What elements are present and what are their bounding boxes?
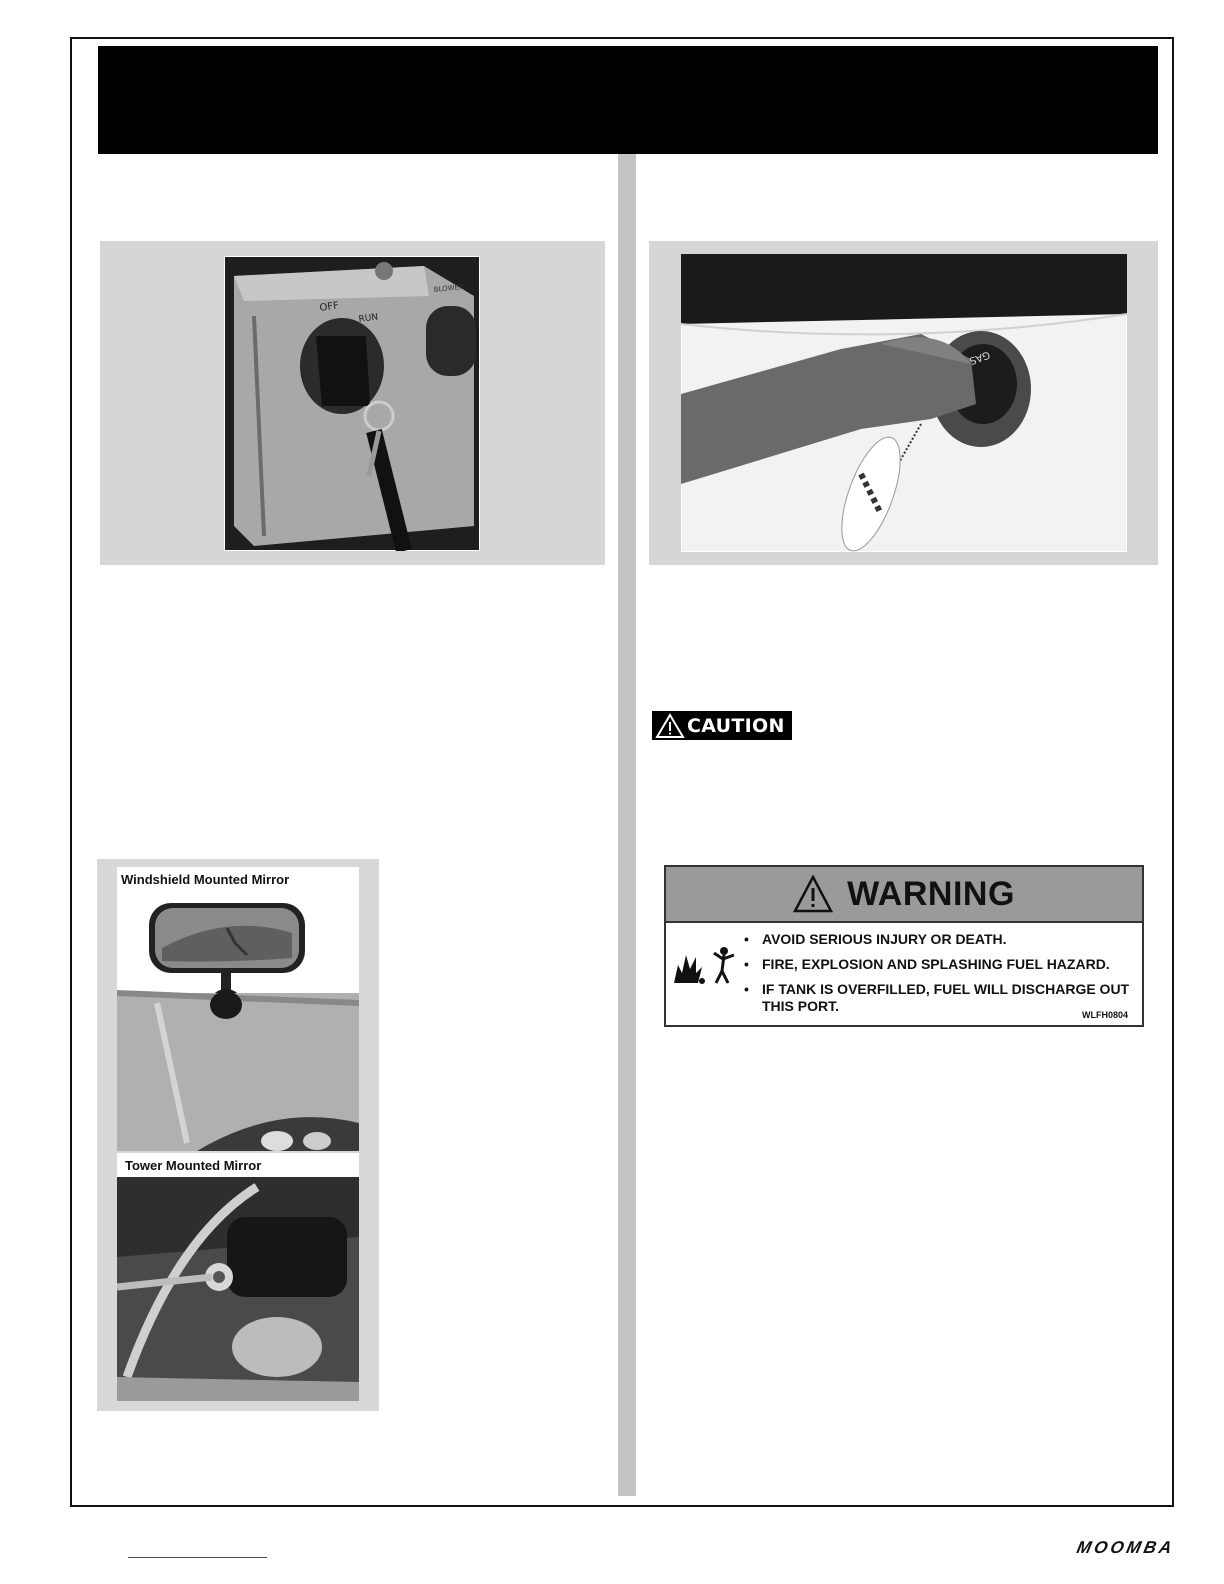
warning-header — [666, 867, 1142, 923]
warning-body — [666, 923, 1142, 1027]
warning-list — [736, 931, 1136, 1023]
warning-item: • FIRE, EXPLOSION AND SPLASHING FUEL HAZARD. — [736, 956, 1136, 973]
switch-label-off: OFF — [318, 300, 340, 314]
caution-label: CAUTION — [687, 714, 785, 737]
warning-item: • IF TANK IS OVERFILLED, FUEL WILL DISCHARGE OUT THIS PORT. — [736, 981, 1136, 1015]
brand-logo: MOOMBA — [1074, 1538, 1177, 1557]
ignition-photo-panel — [100, 241, 605, 565]
warning-triangle-icon — [655, 713, 685, 739]
switch-label-run: RUN — [358, 312, 379, 325]
fuel-cap-text: GAS — [967, 348, 992, 366]
warning-code: WLFH0804 — [1081, 1010, 1128, 1020]
fuel-cap-photo — [681, 254, 1127, 552]
footer-link-underline — [128, 1557, 267, 1558]
windshield-mirror-caption: Windshield Mounted Mirror — [121, 872, 290, 887]
tower-mirror-photo — [117, 1153, 359, 1401]
ignition-switch-photo — [224, 256, 480, 551]
tower-mirror-caption: Tower Mounted Mirror — [125, 1158, 262, 1173]
fuel-photo-panel — [649, 241, 1158, 565]
warning-triangle-icon — [793, 875, 833, 913]
caution-tag — [652, 711, 792, 740]
warning-heading: WARNING — [847, 874, 1015, 913]
explosion-hazard-icon — [672, 943, 738, 987]
section-title-bar — [98, 46, 1158, 154]
fuel-warning-label — [664, 865, 1144, 1027]
column-divider — [618, 154, 636, 1496]
mirror-photos-panel — [97, 859, 379, 1411]
warning-item: • AVOID SERIOUS INJURY OR DEATH. — [736, 931, 1136, 948]
windshield-mirror-photo — [117, 867, 359, 1151]
switch-label-blower: BLOWER — [433, 282, 465, 294]
